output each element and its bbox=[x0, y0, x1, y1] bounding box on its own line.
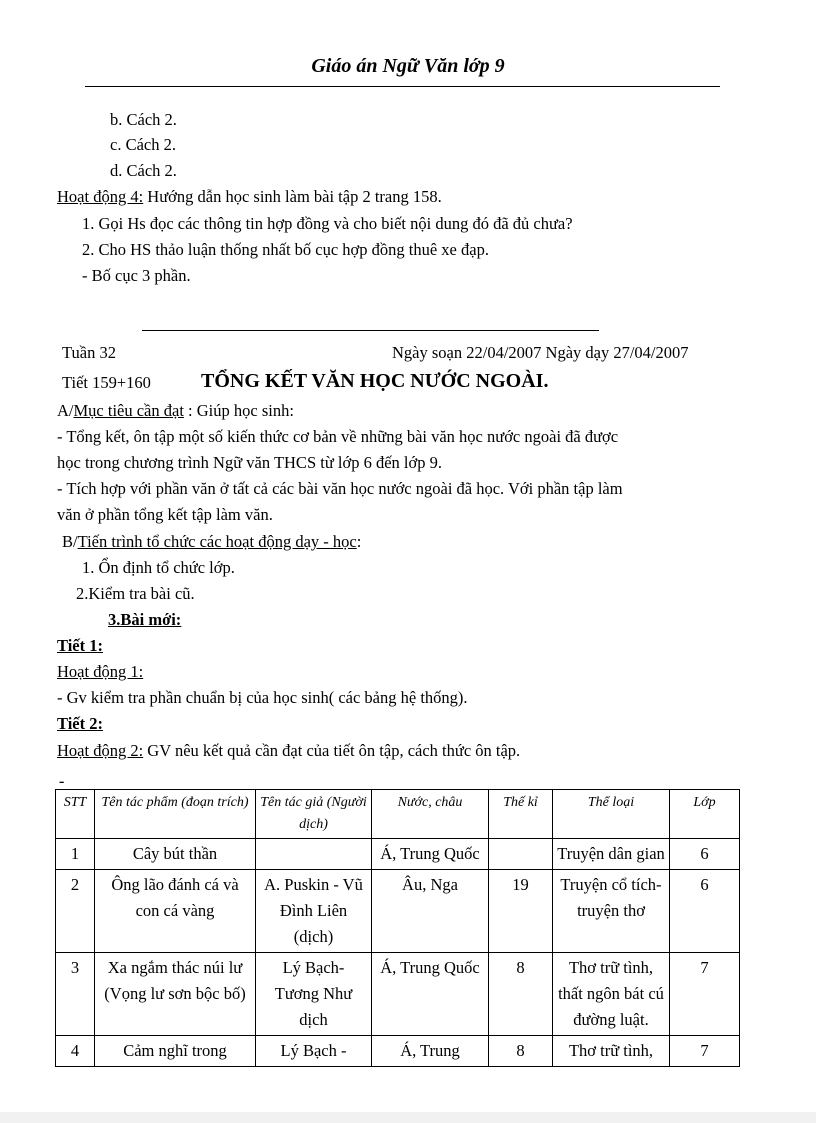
table-row bbox=[56, 1036, 740, 1067]
table-row bbox=[56, 839, 740, 870]
cell-country: Á, Trung bbox=[372, 1036, 489, 1067]
cell-grade: 6 bbox=[670, 839, 740, 870]
header-country: Nước, châu bbox=[372, 790, 489, 839]
cell-country: Á, Trung Quốc bbox=[372, 839, 489, 870]
cell-grade: 7 bbox=[670, 953, 740, 1036]
cell-century: 19 bbox=[489, 870, 553, 953]
cell-country: Á, Trung Quốc bbox=[372, 953, 489, 1036]
activity-2-line bbox=[57, 741, 520, 761]
option-d: d. Cách 2. bbox=[110, 161, 177, 180]
cell-genre: Truyện dân gian bbox=[553, 839, 670, 870]
cell-stt: 2 bbox=[56, 870, 95, 953]
cell-author: Lý Bạch- Tương Như dịch bbox=[256, 953, 372, 1036]
dash-mark: - bbox=[59, 773, 65, 790]
cell-grade: 6 bbox=[670, 870, 740, 953]
week-label: Tuần 32 bbox=[62, 343, 116, 362]
section-a-text: : Giúp học sinh: bbox=[183, 401, 294, 420]
cell-century: 8 bbox=[489, 1036, 553, 1067]
activity-2-label: Hoạt động 2: bbox=[57, 741, 144, 760]
cell-work: Cảm nghĩ trong bbox=[95, 1036, 256, 1067]
lesson-dates: Ngày soạn 22/04/2007 Ngày dạy 27/04/2007 bbox=[392, 343, 689, 362]
section-a-prefix: A/ bbox=[57, 401, 74, 420]
literature-summary-table bbox=[55, 789, 740, 1067]
tiet-1-heading: Tiết 1: bbox=[57, 636, 103, 655]
procedure-1: 1. Ổn định tổ chức lớp. bbox=[82, 558, 235, 577]
cell-genre: Thơ trữ tình, thất ngôn bát cú đường luật. bbox=[553, 953, 670, 1036]
activity-4-text: Hướng dẫn học sinh làm bài tập 2 trang 158. bbox=[143, 187, 442, 206]
section-a-label: Mục tiêu cần đạt bbox=[73, 401, 184, 420]
cell-country: Âu, Nga bbox=[372, 870, 489, 953]
header-grade: Lớp bbox=[670, 790, 740, 839]
section-divider bbox=[142, 330, 599, 331]
activity-4-line bbox=[57, 187, 442, 207]
objective-line-2: học trong chương trình Ngữ văn THCS từ lớp 6 đến lớp 9. bbox=[57, 453, 442, 472]
layout-note: - Bố cục 3 phần. bbox=[82, 266, 191, 285]
header-genre: Thể loại bbox=[553, 790, 670, 839]
cell-stt: 3 bbox=[56, 953, 95, 1036]
cell-author: Lý Bạch - bbox=[256, 1036, 372, 1067]
cell-genre: Thơ trữ tình, bbox=[553, 1036, 670, 1067]
section-a-heading bbox=[57, 401, 294, 421]
table-row bbox=[56, 870, 740, 953]
option-c: c. Cách 2. bbox=[110, 135, 176, 154]
page-header-title: Giáo án Ngữ Văn lớp 9 bbox=[311, 55, 505, 77]
objective-line-3: - Tích hợp với phần văn ở tất cả các bài văn học nước ngoài đã học. Với phần tập làm bbox=[57, 479, 623, 498]
header-work: Tên tác phẩm (đoạn trích) bbox=[95, 790, 256, 839]
header-author: Tên tác giả (Người dịch) bbox=[256, 790, 372, 839]
cell-grade: 7 bbox=[670, 1036, 740, 1067]
objective-line-4: văn ở phần tổng kết tập làm văn. bbox=[57, 505, 273, 524]
procedure-2: 2.Kiểm tra bài cũ. bbox=[76, 584, 195, 603]
activity-1-text: - Gv kiểm tra phần chuẩn bị của học sinh( các bảng hệ thống). bbox=[57, 688, 468, 707]
header-century: Thế kỉ bbox=[489, 790, 553, 839]
cell-work: Xa ngắm thác núi lư (Vọng lư sơn bộc bố) bbox=[95, 953, 256, 1036]
step-2: 2. Cho HS thảo luận thống nhất bố cục hợp đồng thuê xe đạp. bbox=[82, 240, 489, 259]
section-b-text: : bbox=[356, 532, 362, 551]
section-b-label: Tiến trình tổ chức các hoạt động dạy - học bbox=[77, 532, 357, 551]
activity-1-heading: Hoạt động 1: bbox=[57, 662, 144, 681]
section-b-prefix: B/ bbox=[62, 532, 78, 551]
cell-stt: 4 bbox=[56, 1036, 95, 1067]
option-b: b. Cách 2. bbox=[110, 110, 177, 129]
table-row bbox=[56, 953, 740, 1036]
objective-line-1: - Tổng kết, ôn tập một số kiến thức cơ bản về những bài văn học nước ngoài đã được bbox=[57, 427, 619, 446]
header-divider bbox=[85, 86, 720, 87]
cell-century: 8 bbox=[489, 953, 553, 1036]
cell-stt: 1 bbox=[56, 839, 95, 870]
cell-work: Cây bút thần bbox=[95, 839, 256, 870]
period-label: Tiết 159+160 bbox=[62, 373, 151, 392]
cell-author: A. Puskin - Vũ Đình Liên (dịch) bbox=[256, 870, 372, 953]
table-header-row bbox=[56, 790, 740, 839]
tiet-2-heading: Tiết 2: bbox=[57, 714, 103, 733]
activity-2-text: GV nêu kết quả cần đạt của tiết ôn tập, cách thức ôn tập. bbox=[143, 741, 521, 760]
cell-author bbox=[256, 839, 372, 870]
cell-work: Ông lão đánh cá và con cá vàng bbox=[95, 870, 256, 953]
section-b-heading bbox=[62, 532, 361, 552]
header-stt: STT bbox=[56, 790, 95, 839]
cell-genre: Truyện cổ tích- truyện thơ bbox=[553, 870, 670, 953]
new-lesson-heading: 3.Bài mới: bbox=[108, 610, 182, 629]
page-bottom-edge bbox=[0, 1112, 816, 1123]
cell-century bbox=[489, 839, 553, 870]
lesson-title: TỔNG KẾT VĂN HỌC NƯỚC NGOÀI. bbox=[201, 370, 549, 392]
activity-4-label: Hoạt động 4: bbox=[57, 187, 144, 206]
step-1: 1. Gọi Hs đọc các thông tin hợp đồng và cho biết nội dung đó đã đủ chưa? bbox=[82, 214, 573, 233]
